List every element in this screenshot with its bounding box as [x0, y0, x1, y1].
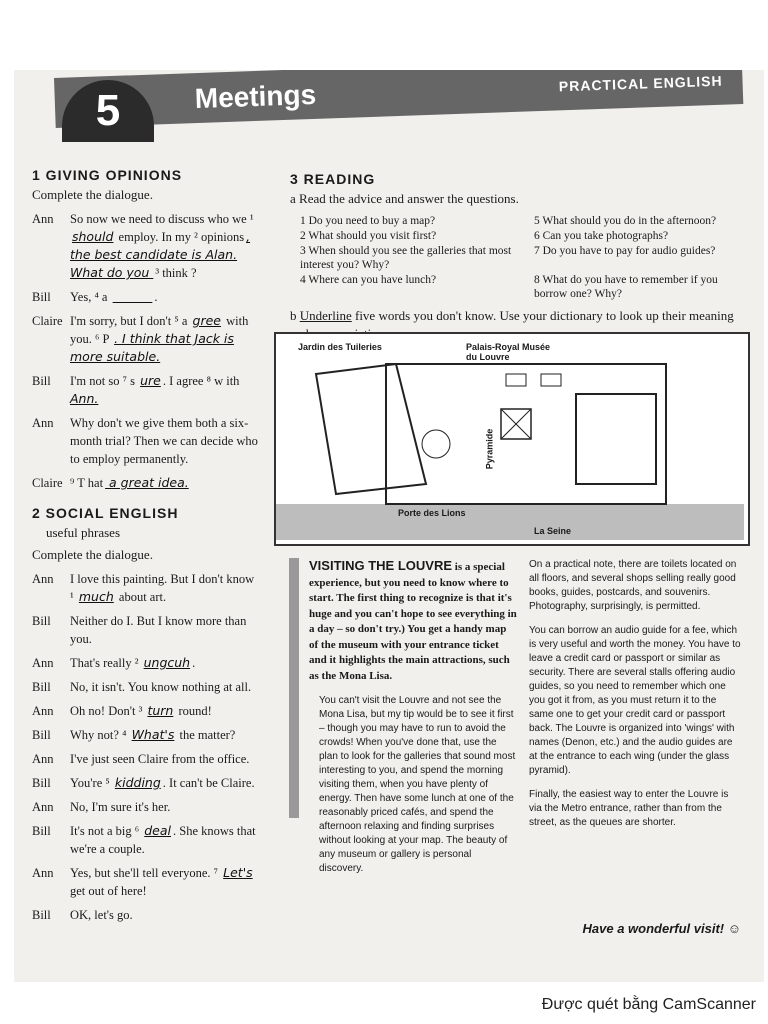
dialogue-text: [70, 678, 260, 696]
giving-heading: 1 GIVING OPINIONS: [32, 167, 183, 183]
speaker-name: Claire: [32, 476, 63, 490]
dialogue-fragment: ²: [134, 656, 142, 670]
social-heading: 2 SOCIAL ENGLISH: [32, 505, 179, 521]
dialogue-fragment: ⁴ a: [94, 290, 111, 304]
speaker-name: Bill: [32, 680, 51, 694]
map-label-lions: Porte des Lions: [398, 508, 466, 518]
task-b-text: five words you don't know. Use your dictionary to look up their meaning: [354, 308, 734, 323]
article-signoff: Have a wonderful visit! ☺: [582, 920, 741, 936]
answer-blank[interactable]: turn: [147, 703, 174, 718]
reading-questions: [300, 214, 750, 301]
task-b-underline-word: Underline: [299, 308, 352, 323]
reading-heading: 3 READING: [290, 171, 376, 187]
dialogue-fragment: employ. In my: [115, 230, 195, 244]
section-label: PRACTICAL ENGLISH: [558, 72, 723, 95]
map-label-pyramide: Pyramide: [484, 428, 495, 470]
dialogue-fragment: opinions: [201, 230, 245, 244]
speaker-name: Ann: [32, 212, 54, 226]
dialogue-line: [32, 702, 260, 720]
speaker-name: Ann: [32, 416, 54, 430]
dialogue-text: [70, 288, 260, 306]
dialogue-fragment: I love this painting. But I don't know: [70, 572, 255, 586]
reading-question: 6 Can you take photographs?: [534, 230, 669, 242]
dialogue-fragment: I've just seen Claire from the office.: [70, 752, 250, 766]
social-instruction: Complete the dialogue.: [32, 547, 153, 562]
dialogue-fragment: ith: [226, 374, 240, 388]
task-b-label: b: [290, 308, 300, 323]
dialogue-fragment: ⁷: [213, 866, 222, 880]
dialogue-fragment: No, I'm sure it's her.: [70, 800, 171, 814]
answer-blank[interactable]: Ann.: [70, 391, 99, 406]
left-column: [32, 166, 260, 930]
dialogue-text: [70, 210, 260, 282]
giving-instruction: Complete the dialogue.: [32, 187, 153, 202]
speaker-name: Bill: [32, 614, 51, 628]
reading-question: 2 What should you visit first?: [300, 230, 437, 242]
speaker-name: Bill: [32, 374, 51, 388]
workbook-page: [14, 70, 764, 982]
answer-blank[interactable]: ure: [140, 373, 161, 388]
louvre-floorplan-icon: [276, 334, 744, 540]
dialogue-text: [70, 474, 260, 492]
speaker-name: Ann: [32, 704, 54, 718]
answer-blank[interactable]: Let's: [223, 865, 253, 880]
dialogue-fragment: round!: [175, 704, 212, 718]
reading-task-a: a Read the advice and answer the questions.: [290, 191, 519, 206]
article-title: VISITING THE LOUVRE: [309, 558, 453, 573]
social-subheading: useful phrases: [46, 525, 121, 540]
dialogue-line: [32, 798, 260, 816]
unit-number: 5: [62, 80, 154, 142]
dialogue-text: [70, 798, 260, 816]
article-intro-text: is a special experience, but you need to know where to start. The first thing to recognize is that it's huge and you can't hope to see everything in a day – so don't try.) You get a handy map of the museum with your entrance ticket and it highlights the main attractions, such as the Mona Lisa.: [309, 561, 517, 682]
dialogue-line: [32, 864, 260, 900]
dialogue-text: [70, 822, 260, 858]
answer-blank[interactable]: a great idea.: [105, 475, 189, 490]
dialogue-fragment: ⁶: [134, 824, 143, 838]
dialogue-line: [32, 612, 260, 648]
dialogue-line: [32, 312, 260, 366]
dialogue-line: [32, 210, 260, 282]
reading-question: 3 When should you see the galleries that most interest you? Why?: [300, 245, 512, 271]
dialogue-fragment: ²: [194, 230, 201, 244]
dialogue-line: [32, 822, 260, 858]
dialogue-text: [70, 372, 260, 408]
dialogue-fragment: ⁸ w: [206, 374, 227, 388]
dialogue-fragment: OK, let's go.: [70, 908, 133, 922]
article-para-5: Finally, the easiest way to enter the Louvre is via the Metro entrance, rather than from the street, as the queues are shorter.: [529, 789, 729, 828]
dialogue-text: [70, 726, 260, 744]
dialogue-fragment: ³: [155, 266, 163, 280]
dialogue-fragment: about art.: [115, 590, 167, 604]
dialogue-fragment: . It can't be Claire.: [162, 776, 255, 790]
answer-blank[interactable]: deal: [144, 823, 171, 838]
dialogue-line: [32, 570, 260, 606]
speaker-name: Ann: [32, 866, 54, 880]
dialogue-fragment: Why not?: [70, 728, 123, 742]
dialogue-fragment: ¹: [70, 590, 77, 604]
unit-title: Meetings: [194, 78, 317, 115]
speaker-name: Ann: [32, 656, 54, 670]
dialogue-fragment: I'm sorry, but I don't: [70, 314, 175, 328]
dialogue-text: [70, 570, 260, 606]
dialogue-fragment: ⁷ s: [122, 374, 139, 388]
map-label-seine: La Seine: [534, 526, 572, 536]
dialogue-text: [70, 654, 260, 672]
dialogue-fragment: That's really: [70, 656, 135, 670]
social-dialogue: [32, 570, 260, 924]
dialogue-fragment: . I agree: [162, 374, 207, 388]
dialogue-text: [70, 312, 260, 366]
map-label-tuileries: Jardin des Tuileries: [298, 342, 382, 352]
answer-blank[interactable]: [111, 289, 158, 304]
dialogue-fragment: the matter?: [176, 728, 236, 742]
answer-blank[interactable]: . I think that Jack is more suitable.: [70, 331, 234, 364]
dialogue-line: [32, 750, 260, 768]
dialogue-fragment: ¹: [249, 212, 254, 226]
article-right-column: [529, 558, 741, 840]
dialogue-text: [70, 864, 260, 900]
reading-question: 7 Do you have to pay for audio guides?: [534, 245, 716, 257]
answer-blank[interactable]: , the best candidate is Alan. What do you: [70, 229, 251, 280]
dialogue-fragment: ⁶ P: [95, 332, 113, 346]
answer-blank[interactable]: What's: [131, 727, 175, 742]
answer-blank[interactable]: kidding: [114, 775, 161, 790]
dialogue-fragment: .: [154, 290, 158, 304]
dialogue-text: [70, 414, 260, 468]
reading-question: 1 Do you need to buy a map?: [300, 215, 436, 227]
article-para-2: You can't visit the Louvre and not see the Mona Lisa, but my tip would be to see it first – though you may have to run to avoid the crowds! When you've done that, use the plan to look for the galleries that sound most interesting to you, and spend the morning visiting them, when you have plenty of energy. Then have some lunch at one of the reasonably priced cafés, and spend the afternoon relaxing and finding surprises without looking at your map. The beauty of any museum or gallery is personal discovery.: [319, 695, 516, 874]
dialogue-fragment: get out of here!: [70, 884, 147, 898]
dialogue-line: [32, 726, 260, 744]
dialogue-fragment: So now we need to discuss who we: [70, 212, 250, 226]
speaker-name: Ann: [32, 572, 54, 586]
scanner-watermark: Được quét bằng CamScanner: [541, 996, 756, 1013]
dialogue-line: [32, 678, 260, 696]
dialogue-fragment: I'm not so: [70, 374, 123, 388]
dialogue-fragment: ?: [187, 266, 197, 280]
dialogue-text: [70, 750, 260, 768]
dialogue-fragment: hat: [87, 476, 104, 490]
louvre-map: [274, 332, 750, 546]
louvre-article: [289, 558, 749, 958]
dialogue-text: [70, 906, 260, 924]
dialogue-fragment: Yes, but she'll tell everyone.: [70, 866, 214, 880]
dialogue-line: [32, 414, 260, 468]
dialogue-line: [32, 288, 260, 306]
article-side-bar: [289, 558, 299, 818]
dialogue-fragment: No, it isn't. You know nothing at all.: [70, 680, 252, 694]
dialogue-fragment: Why don't we give them both a six-month trial? Then we can decide who to employ permanently.: [70, 416, 258, 466]
dialogue-line: [32, 774, 260, 792]
dialogue-fragment: ⁵ a: [174, 314, 191, 328]
reading-question: 4 Where can you have lunch?: [300, 274, 437, 286]
speaker-name: Bill: [32, 908, 51, 922]
answer-blank[interactable]: much: [78, 589, 114, 604]
dialogue-fragment: You're: [70, 776, 106, 790]
dialogue-line: [32, 372, 260, 408]
dialogue-line: [32, 654, 260, 672]
answer-blank[interactable]: ungcuh: [143, 655, 191, 670]
dialogue-line: [32, 906, 260, 924]
dialogue-fragment: ⁹ T: [70, 476, 88, 490]
dialogue-text: [70, 702, 260, 720]
article-left-column: [309, 558, 517, 886]
article-para-4: You can borrow an audio guide for a fee, which is very useful and worth the money. You have to leave a credit card or passport or similar as security. There are several stalls offering audio guides, so you need to remember which one you got it from, as you must return it to the same one to get your credit card or passport back. The Louvre is organized into 'wings' with names (Denon, etc.) and the audio guides are at the entrance to each wing (under the glass pyramid).: [529, 625, 741, 776]
speaker-name: Claire: [32, 314, 63, 328]
dialogue-fragment: Neither do I. But I know more than you.: [70, 614, 247, 646]
article-intro: [309, 558, 517, 684]
dialogue-fragment: ⁵: [105, 776, 113, 790]
dialogue-text: [70, 774, 260, 792]
speaker-name: Bill: [32, 776, 51, 790]
speaker-name: Bill: [32, 824, 51, 838]
speaker-name: Ann: [32, 800, 54, 814]
giving-dialogue: [32, 210, 260, 492]
answer-blank[interactable]: gree: [192, 313, 222, 328]
dialogue-fragment: Yes,: [70, 290, 95, 304]
article-para-3: On a practical note, there are toilets located on all floors, and several shops selling really good books, guides, postcards, and souvenirs. Photography, surprisingly, is permitted.: [529, 559, 737, 612]
dialogue-fragment: with you.: [70, 314, 249, 346]
speaker-name: Bill: [32, 728, 51, 742]
reading-question: 8 What do you have to remember if you borrow one? Why?: [534, 274, 718, 300]
dialogue-fragment: ⁴: [122, 728, 130, 742]
reading-section: [290, 170, 750, 349]
unit-banner: [54, 70, 743, 128]
dialogue-line: [32, 474, 260, 492]
dialogue-fragment: .: [192, 656, 196, 670]
speaker-name: Ann: [32, 752, 54, 766]
map-label-palais: Palais-Royal Musée du Louvre: [466, 342, 551, 362]
dialogue-fragment: It's not a big: [70, 824, 135, 838]
dialogue-fragment: Oh no! Don't: [70, 704, 139, 718]
reading-question: 5 What should you do in the afternoon?: [534, 215, 717, 227]
dialogue-text: [70, 612, 260, 648]
dialogue-fragment: think: [162, 266, 188, 280]
dialogue-fragment: . She knows that we're a couple.: [70, 824, 256, 856]
answer-blank[interactable]: should: [72, 229, 114, 244]
speaker-name: Bill: [32, 290, 51, 304]
dialogue-fragment: ³: [138, 704, 146, 718]
